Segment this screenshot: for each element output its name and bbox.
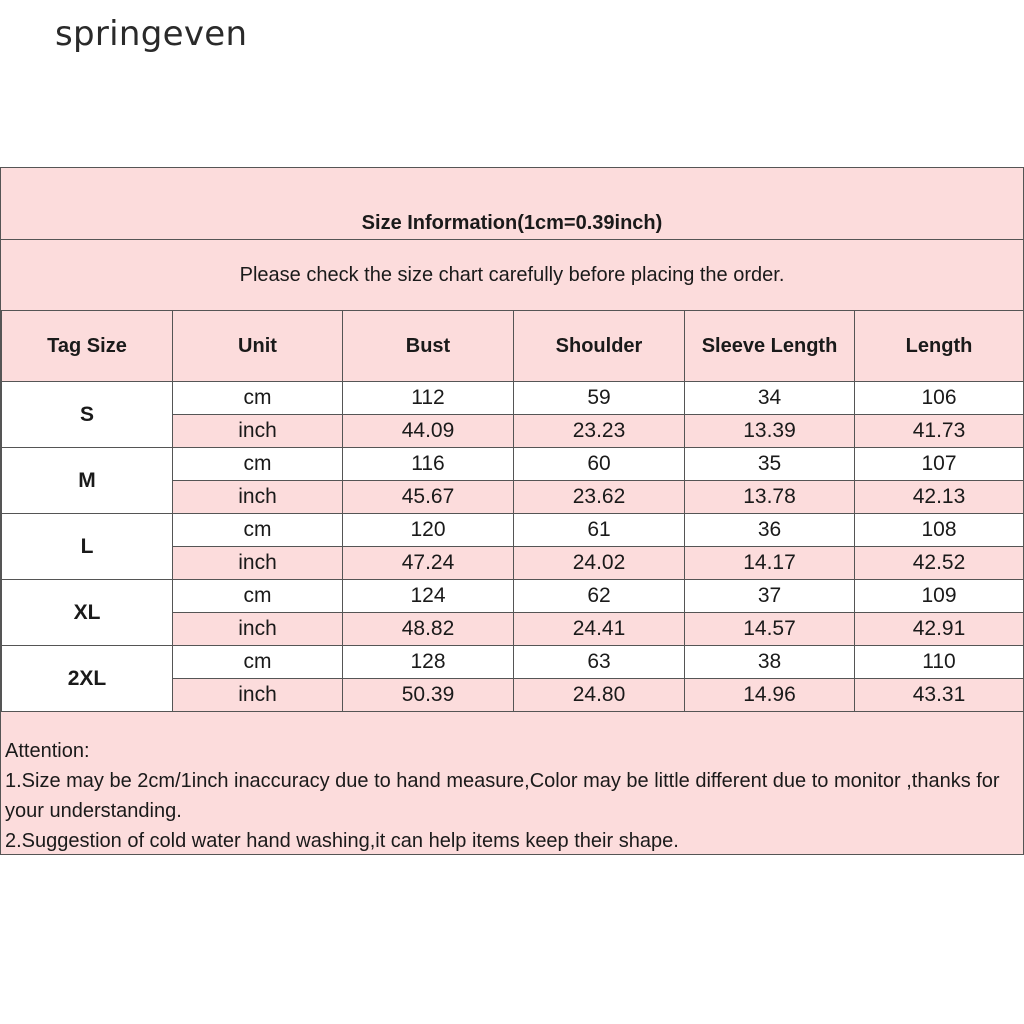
unit-cell: cm (173, 514, 343, 547)
tag-size-cell: M (2, 448, 173, 514)
value-cell: 47.24 (343, 547, 514, 580)
value-cell: 112 (343, 382, 514, 415)
value-cell: 109 (855, 580, 1024, 613)
header-shoulder: Shoulder (514, 311, 685, 382)
note-line: Attention: (5, 740, 90, 762)
value-cell: 14.17 (685, 547, 855, 580)
value-cell: 63 (514, 646, 685, 679)
header-length: Length (855, 311, 1024, 382)
unit-cell: inch (173, 547, 343, 580)
header-unit: Unit (173, 311, 343, 382)
value-cell: 116 (343, 448, 514, 481)
value-cell: 106 (855, 382, 1024, 415)
value-cell: 24.80 (514, 679, 685, 712)
tag-size-cell: XL (2, 580, 173, 646)
chart-subtitle: Please check the size chart carefully before placing the order. (239, 263, 785, 286)
value-cell: 50.39 (343, 679, 514, 712)
value-cell: 124 (343, 580, 514, 613)
value-cell: 120 (343, 514, 514, 547)
unit-cell: cm (173, 382, 343, 415)
value-cell: 38 (685, 646, 855, 679)
table-row (2, 646, 1024, 679)
value-cell: 13.39 (685, 415, 855, 448)
header-tag-size: Tag Size (2, 311, 173, 382)
value-cell: 37 (685, 580, 855, 613)
value-cell: 42.91 (855, 613, 1024, 646)
value-cell: 35 (685, 448, 855, 481)
chart-title: Size Information(1cm=0.39inch) (361, 212, 663, 234)
chart-title-row (1, 168, 1023, 240)
unit-cell: inch (173, 679, 343, 712)
value-cell: 48.82 (343, 613, 514, 646)
value-cell: 42.52 (855, 547, 1024, 580)
value-cell: 24.02 (514, 547, 685, 580)
unit-cell: cm (173, 448, 343, 481)
tag-size-cell: L (2, 514, 173, 580)
table-row (2, 382, 1024, 415)
value-cell: 14.96 (685, 679, 855, 712)
size-table (1, 310, 1024, 712)
value-cell: 107 (855, 448, 1024, 481)
unit-cell: cm (173, 580, 343, 613)
unit-cell: cm (173, 646, 343, 679)
value-cell: 14.57 (685, 613, 855, 646)
value-cell: 62 (514, 580, 685, 613)
unit-cell: inch (173, 613, 343, 646)
header-bust: Bust (343, 311, 514, 382)
value-cell: 41.73 (855, 415, 1024, 448)
table-header-row (2, 311, 1024, 382)
table-row (2, 448, 1024, 481)
unit-cell: inch (173, 481, 343, 514)
value-cell: 59 (514, 382, 685, 415)
value-cell: 24.41 (514, 613, 685, 646)
chart-subtitle-row (1, 240, 1023, 311)
value-cell: 23.62 (514, 481, 685, 514)
value-cell: 44.09 (343, 415, 514, 448)
brand-watermark: springeven (55, 14, 248, 54)
note-line: 2.Suggestion of cold water hand washing,it can help items keep their shape. (5, 830, 679, 852)
tag-size-cell: S (2, 382, 173, 448)
header-sleeve-length: Sleeve Length (685, 311, 855, 382)
value-cell: 23.23 (514, 415, 685, 448)
attention-notes (5, 736, 1015, 856)
value-cell: 108 (855, 514, 1024, 547)
note-line: 1.Size may be 2cm/1inch inaccuracy due to hand measure,Color may be little different due to monitor ,thanks for your understanding. (5, 770, 1000, 822)
unit-cell: inch (173, 415, 343, 448)
value-cell: 110 (855, 646, 1024, 679)
tag-size-cell: 2XL (2, 646, 173, 712)
value-cell: 36 (685, 514, 855, 547)
value-cell: 34 (685, 382, 855, 415)
table-row (2, 514, 1024, 547)
value-cell: 45.67 (343, 481, 514, 514)
value-cell: 60 (514, 448, 685, 481)
size-chart (0, 167, 1024, 855)
table-row (2, 580, 1024, 613)
value-cell: 61 (514, 514, 685, 547)
value-cell: 13.78 (685, 481, 855, 514)
value-cell: 43.31 (855, 679, 1024, 712)
value-cell: 128 (343, 646, 514, 679)
value-cell: 42.13 (855, 481, 1024, 514)
